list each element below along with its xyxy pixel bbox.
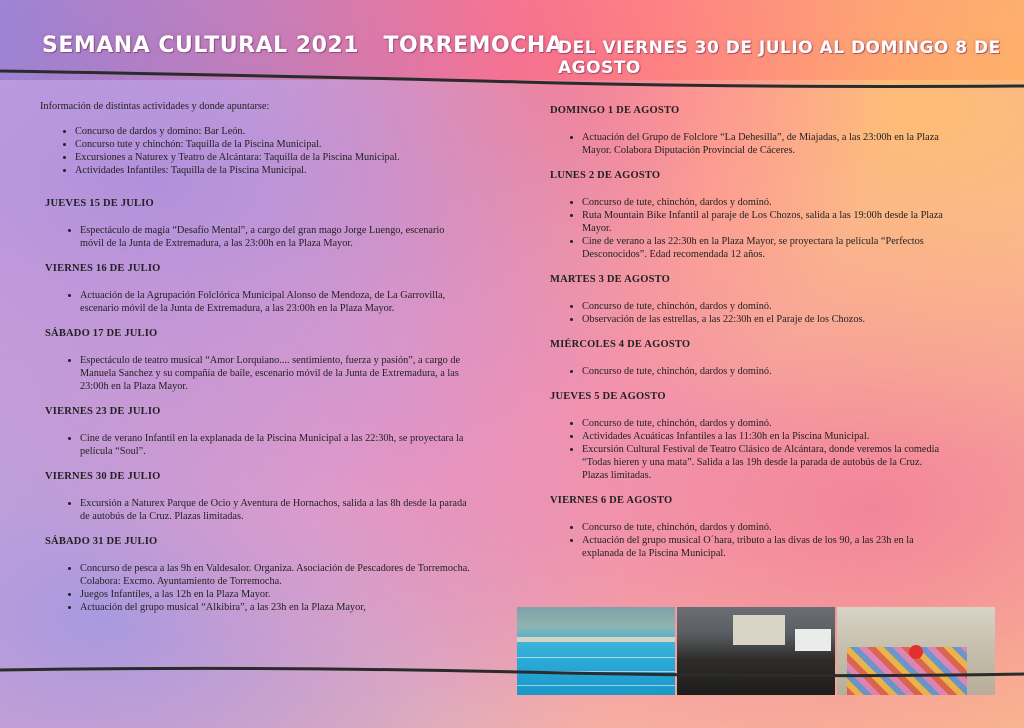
day-section: [550, 104, 945, 157]
day-heading: VIERNES 30 DE JULIO: [45, 471, 161, 482]
event-item: • Espectáculo de magia “Desafío Mental”, a cargo del gran mago Jorge Luengo, escenario móvil de la Junta de Extremadura, a las 23:00h en la Plaza Mayor.: [80, 224, 470, 250]
day-section: [40, 262, 470, 315]
intro-item: • Actividades Infantiles: Taquilla de la Piscina Municipal.: [75, 164, 470, 177]
event-item: • Excursión Cultural Festival de Teatro Clásico de Alcántara, donde veremos la comedia “Todas hieren y una mata”. Salida a las 19h desde la parada de autobús de la Cruz. Plazas limitadas.: [582, 443, 945, 482]
event-item: • Cine de verano a las 22:30h en la Plaza Mayor, se proyectara la película “Perfectos Desconocidos”. Edad recomendada 12 años.: [582, 235, 945, 261]
event-item: • Concurso de tute, chinchón, dardos y dominó.: [582, 521, 945, 534]
main-title: SEMANA CULTURAL 2021 TORREMOCHA: [42, 33, 564, 58]
left-column: [40, 100, 470, 626]
event-item: • Concurso de tute, chinchón, dardos y dominó.: [582, 417, 945, 430]
day-heading: MIÉRCOLES 4 DE AGOSTO: [550, 339, 691, 350]
date-range-title: DEL VIERNES 30 DE JULIO AL DOMINGO 8 DE AGOSTO: [558, 38, 1001, 78]
day-heading: JUEVES 5 DE AGOSTO: [550, 391, 666, 402]
day-section: [550, 169, 945, 261]
event-item: • Actuación del grupo musical “Alkibira”, a las 23h en la Plaza Mayor,: [80, 601, 470, 614]
intro-item: • Concurso de dardos y domino: Bar León.: [75, 125, 470, 138]
event-item: • Actuación del Grupo de Folclore “La Dehesilla”, de Miajadas, a las 23:00h en la Plaza Mayor. Colabora Diputación Provincial de Cáceres.: [582, 131, 945, 157]
event-item: • Actuación de la Agrupación Folclórica Municipal Alonso de Mendoza, de La Garrovilla, escenario móvil de la Junta de Extremadura, a las 23:00h en la Plaza Mayor.: [80, 289, 470, 315]
event-item: • Cine de verano Infantil en la explanada de la Piscina Municipal a las 22:30h, se proyectara la película “Soul”.: [80, 432, 470, 458]
bottom-swoosh-line: [0, 660, 1024, 684]
event-item: • Ruta Mountain Bike Infantil al paraje de Los Chozos, salida a las 19:00h desde la Plaza Mayor.: [582, 209, 945, 235]
intro-list: [40, 125, 470, 177]
day-heading: MARTES 3 DE AGOSTO: [550, 274, 671, 285]
right-column: [550, 104, 945, 572]
event-item: • Concurso de tute, chinchón, dardos y dominó.: [582, 365, 945, 378]
event-item: • Observación de las estrellas, a las 22:30h en el Paraje de los Chozos.: [582, 313, 945, 326]
day-section: [550, 390, 945, 482]
day-section: [550, 273, 945, 326]
event-item: • Concurso de tute, chinchón, dardos y dominó.: [582, 196, 945, 209]
day-heading: VIERNES 6 DE AGOSTO: [550, 495, 673, 506]
intro-text: Información de distintas actividades y donde apuntarse:: [40, 101, 270, 112]
day-section: [550, 338, 945, 378]
day-heading: JUEVES 15 DE JULIO: [45, 198, 154, 209]
day-section: [550, 494, 945, 560]
day-heading: VIERNES 23 DE JULIO: [45, 406, 161, 417]
day-section: [40, 405, 470, 458]
event-item: • Concurso de tute, chinchón, dardos y dominó.: [582, 300, 945, 313]
day-heading: SÁBADO 31 DE JULIO: [45, 536, 158, 547]
day-heading: LUNES 2 DE AGOSTO: [550, 170, 661, 181]
event-item: • Juegos Infantiles, a las 12h en la Plaza Mayor.: [80, 588, 470, 601]
day-heading: SÁBADO 17 DE JULIO: [45, 328, 158, 339]
day-heading: VIERNES 16 DE JULIO: [45, 263, 161, 274]
day-section: [40, 327, 470, 393]
event-item: • Concurso de pesca a las 9h en Valdesalor. Organiza. Asociación de Pescadores de Torremocha. Colabora: Excmo. Ayuntamiento de Torremocha.: [80, 562, 470, 588]
event-item: • Actuación del grupo musical O´hara, tributo a las divas de los 90, a las 23h en la explanada de la Piscina Municipal.: [582, 534, 945, 560]
day-section: [40, 535, 470, 614]
event-item: • Excursión a Naturex Parque de Ocio y Aventura de Hornachos, salida a las 8h desde la parada de autobús de la Cruz. Plazas limitadas.: [80, 497, 470, 523]
day-heading: DOMINGO 1 DE AGOSTO: [550, 105, 680, 116]
day-section: [40, 197, 470, 250]
event-item: • Actividades Acuáticas Infantiles a las 11:30h en la Piscina Municipal.: [582, 430, 945, 443]
top-swoosh-line: [0, 66, 1024, 90]
day-section: [40, 470, 470, 523]
intro-item: • Excursiones a Naturex y Teatro de Alcántara: Taquilla de la Piscina Municipal.: [75, 151, 470, 164]
intro-item: • Concurso tute y chinchón: Taquilla de la Piscina Municipal.: [75, 138, 470, 151]
event-item: • Espectáculo de teatro musical “Amor Lorquiano.... sentimiento, fuerza y pasión”, a cargo de Manuela Sanchez y su compañía de baile, escenario móvil de la Junta de Extremadura, a las 23:00h en la Plaza Mayor.: [80, 354, 470, 393]
